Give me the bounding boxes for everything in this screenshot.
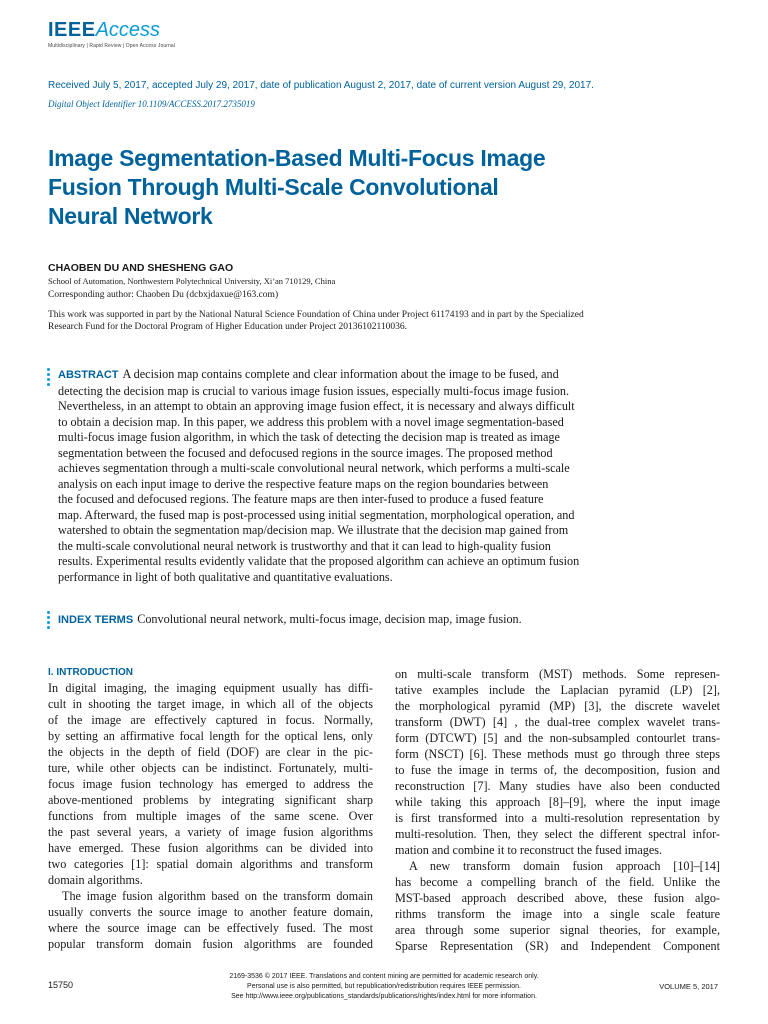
body-line: mation and combine it to reconstruct the fused images. xyxy=(395,843,663,857)
logo-wordmark: IEEEAccess xyxy=(48,19,161,41)
body-line: the past several years, a variety of image fusion algorithms xyxy=(48,825,373,839)
abstract-line: achieves segmentation through a multi-scale convolutional neural network, which performs a multi-scale xyxy=(58,461,570,475)
body-line: on multi-scale transform (MST) methods. Some represen- xyxy=(395,667,720,681)
body-line: ture, while other objects can be indistinct. Fortunately, multi- xyxy=(48,761,373,775)
body-line: form (DTCWT) [5] and the non-subsampled contourlet trans- xyxy=(395,731,720,745)
affiliation: School of Automation, Northwestern Polytechnical University, Xi’an 710129, China xyxy=(48,276,336,286)
abstract-line: the focused and defocused regions. The feature maps are then inter-fused to produce a fused feature xyxy=(58,492,544,506)
license-line: Personal use is also permitted, but republication/redistribution requires IEEE permission. xyxy=(247,983,521,990)
abstract-line: to obtain a decision map. In this paper, we address this problem with a novel image segmentation-based xyxy=(58,414,564,429)
body-column-right xyxy=(395,666,720,954)
body-line: to fuse the image in terms of, the decomposition, fusion and xyxy=(395,763,720,777)
abstract-line: results. Experimental results evidently validate that the proposed algorithm can achieve an optimum fusion xyxy=(58,554,580,568)
body-line: while taking this approach [8]–[9], where the input image xyxy=(395,795,720,809)
body-line: A new transform domain fusion approach [10]–[14] xyxy=(409,859,720,873)
body-line: has become a compelling branch of the field. Unlike the xyxy=(395,875,720,889)
abstract-line: segmentation between the focused and defocused regions in the source images. The proposed method xyxy=(58,445,553,460)
body-line: rithms transform the image into a single scale feature xyxy=(395,907,720,921)
received-dates: Received July 5, 2017, accepted July 29, 2017, date of publication August 2, 2017, date of current version August 29, 2017. xyxy=(48,80,594,91)
authors: CHAOBEN DU AND SHESHENG GAO xyxy=(48,262,234,274)
index-terms: INDEX TERMS Convolutional neural network, multi-focus image, decision map, image fusion. xyxy=(58,612,522,626)
body-line: of the image are effectively captured in focus. Normally, xyxy=(48,713,373,727)
body-line: MST-based approach described above, these fusion algo- xyxy=(395,891,720,905)
index-terms-label: INDEX TERMS xyxy=(58,614,134,626)
body-line: multi-resolution. Then, they select the different spectral infor- xyxy=(395,827,720,841)
journal-logo xyxy=(48,19,175,49)
abstract-line: ABSTRACT A decision map contains complete and clear information about the image to be fused, and xyxy=(58,367,559,381)
body-line: the objects in the depth of field (DOF) are clear in the pic- xyxy=(48,745,373,759)
title-line: Image Segmentation-Based Multi-Focus Image xyxy=(48,145,546,171)
abstract xyxy=(58,367,719,585)
abstract-line: watershed to obtain the segmentation map/decision map. We illustrate that the decision map gained from xyxy=(58,523,569,537)
title-line: Neural Network xyxy=(48,203,213,229)
body-line: form (NSCT) [6]. These methods must go through three steps xyxy=(395,747,720,761)
funding-note: This work was supported in part by the National Natural Science Foundation of China under Project 61174193 and in part by the Specialized Research Fund for the Doctoral Program of Higher Education under Project 20136102110036. xyxy=(48,310,584,332)
body-line: reconstruction [7]. Many studies have also been conducted xyxy=(395,779,720,793)
body-line: by setting an affirmative focal length for the optical lens, only xyxy=(48,729,373,743)
license-line: See http://www.ieee.org/publications_standards/publications/rights/index.html for more information. xyxy=(231,993,537,1000)
abstract-line: multi-focus image fusion algorithm, in which the task of detecting the decision map is treated as image xyxy=(58,430,560,444)
body-line: is first transformed into a multi-resolution representation by xyxy=(395,811,720,825)
abstract-line: detecting the decision map is crucial to various image fusion issues, especially multi-focus image fusion. xyxy=(58,383,570,398)
body-line: In digital imaging, the imaging equipment usually has diffi- xyxy=(48,681,373,695)
license-line: 2169-3536 © 2017 IEEE. Translations and content mining are permitted for academic research only. xyxy=(229,973,539,980)
body-line: transform (DWT) [4] , the dual-tree complex wavelet trans- xyxy=(395,715,720,729)
title-line: Fusion Through Multi-Scale Convolutional xyxy=(48,174,499,200)
body-line: focus image fusion technology has emerged to address the xyxy=(48,777,373,791)
license-notice xyxy=(180,972,588,1002)
body-line: popular transform domain fusion algorithms are founded xyxy=(48,937,373,951)
section-heading: I. INTRODUCTION xyxy=(48,667,133,678)
body-line: where the source image can be effectively fused. The most xyxy=(48,921,373,935)
body-line: cult in shooting the target image, in which all of the objects xyxy=(48,697,373,711)
body-line: tative examples include the Laplacian pyramid (LP) [2], xyxy=(395,683,720,697)
abstract-line: Nevertheless, in an attempt to obtain an approving image fusion effect, it is necessary and always difficult xyxy=(58,399,575,413)
body-line: area through some superior signal theories, for example, xyxy=(395,923,720,937)
section-marker-icon xyxy=(47,611,51,631)
body-line: Sparse Representation (SR) and Independent Component xyxy=(395,939,720,953)
abstract-line: the multi-scale convolutional neural network is trustworthy and that it can lead to high-quality fusion xyxy=(58,538,551,553)
page-number: 15750 xyxy=(48,980,74,990)
volume-label: VOLUME 5, 2017 xyxy=(659,982,718,991)
body-line: usually converts the source image to another feature domain, xyxy=(48,905,373,919)
logo-tagline: Multidisciplinary | Rapid Review | Open Access Journal xyxy=(48,43,175,49)
body-line: functions from multiple images of the same scene. Over xyxy=(48,809,373,823)
body-column-left xyxy=(48,666,373,952)
abstract-line: performance in light of both qualitative and quantitative evaluations. xyxy=(58,569,393,584)
doi: Digital Object Identifier 10.1109/ACCESS.2017.2735019 xyxy=(48,99,255,109)
body-line: the morphological pyramid (MP) [3], the discrete wavelet xyxy=(395,699,720,713)
abstract-line: map. Afterward, the fused map is post-processed using initial segmentation, morphological operation, and xyxy=(58,507,575,522)
corresponding-author: Corresponding author: Chaoben Du (dcbxjdaxue@163.com) xyxy=(48,290,279,300)
body-line: domain algorithms. xyxy=(48,873,143,887)
paper-title xyxy=(48,144,668,231)
body-line: have emerged. These fusion algorithms can be divided into xyxy=(48,841,373,855)
abstract-label: ABSTRACT xyxy=(58,369,119,381)
section-marker-icon xyxy=(47,368,51,388)
body-line: The image fusion algorithm based on the transform domain xyxy=(62,889,373,903)
abstract-line: analysis on each input image to derive the respective feature maps on the region boundaries between xyxy=(58,476,549,491)
body-line: above-mentioned problems by integrating significant sharp xyxy=(48,793,373,807)
body-line: two categories [1]: spatial domain algorithms and transform xyxy=(48,857,373,871)
